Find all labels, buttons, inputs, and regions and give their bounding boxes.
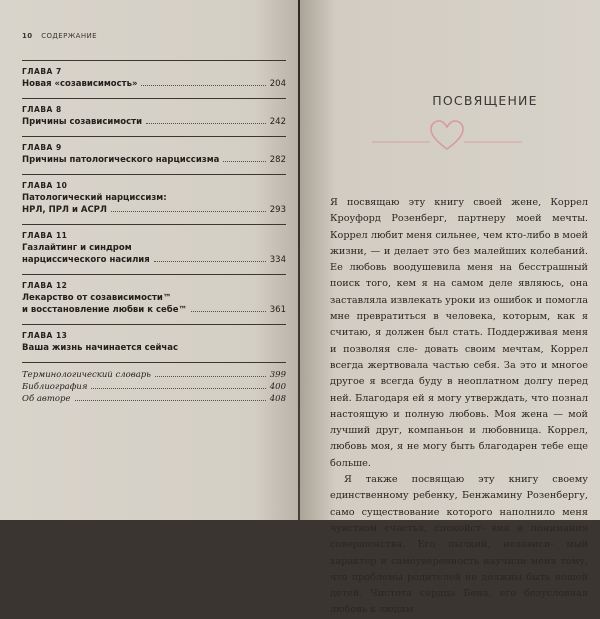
toc-chapter-9 <box>22 136 286 166</box>
chapter-title: Новая «созависимость» <box>22 79 138 89</box>
text-line: мый характер и самоуверенность научили меня тому, <box>330 539 588 567</box>
table-of-contents <box>22 60 286 405</box>
text-line: моя, я не могу быть благодарен тебе еще больше. <box>330 441 588 469</box>
text-line: сильнее, чем кто-либо в моей жизни, — и делает это без <box>330 229 588 257</box>
chapter-label: ГЛАВА 8 <box>22 105 62 114</box>
toc-chapter-12 <box>22 274 286 316</box>
dot-leader <box>146 116 266 124</box>
text-line: малейших колебаний. Ее любовь воодушевила меня на <box>330 245 588 274</box>
text-line: которого наполнило меня чувством счастья, спокойст- <box>330 506 588 534</box>
heart-ornament <box>372 116 522 152</box>
page-number: 10 <box>22 32 33 40</box>
dot-leader <box>91 381 265 389</box>
running-header <box>22 32 97 40</box>
running-header-title: СОДЕРЖАНИЕ <box>41 32 97 40</box>
text-line: познал настоящую и полную любовь. Моя жена — мой <box>330 392 588 420</box>
dot-leader <box>191 304 266 312</box>
back-matter-title: Библиография <box>22 382 88 392</box>
paragraph-1 <box>330 195 588 472</box>
left-page <box>0 0 298 520</box>
text-line: мне превратиться в человека, которым, как я считаю, <box>330 311 588 339</box>
chapter-label: ГЛАВА 11 <box>22 231 68 240</box>
chapter-label: ГЛАВА 13 <box>22 331 68 340</box>
back-matter-page: 400 <box>269 382 286 392</box>
paragraph-2 <box>330 472 588 619</box>
chapter-title: Лекарство от созависимости™ <box>22 293 172 303</box>
text-line: Розенберг, партнеру моей мечты. Коррел любит меня <box>330 213 588 241</box>
dedication-text <box>330 195 588 619</box>
chapter-page: 242 <box>269 117 286 127</box>
dot-leader <box>155 369 266 377</box>
dot-leader <box>111 204 266 212</box>
chapter-page: 282 <box>269 155 286 165</box>
toc-chapter-13 <box>22 324 286 354</box>
chapter-page: 334 <box>269 255 286 265</box>
chapter-title: и восстановление любви к себе™ <box>22 305 187 315</box>
toc-chapter-8 <box>22 98 286 128</box>
chapter-title: Газлайтинг и синдром <box>22 243 132 253</box>
chapter-label: ГЛАВА 7 <box>22 67 62 76</box>
toc-chapter-11 <box>22 224 286 266</box>
chapter-label: ГЛАВА 10 <box>22 181 68 190</box>
chapter-title: Причины патологического нарциссизма <box>22 155 220 165</box>
page-title: ПОСВЯЩЕНИЕ <box>432 93 538 108</box>
text-line: Чистота сердца Бена, его безусловная любовь к людям <box>330 588 588 616</box>
back-matter-title: Об авторе <box>22 394 71 404</box>
toc-chapter-10 <box>22 174 286 216</box>
dot-leader <box>154 254 266 262</box>
right-page <box>300 0 600 616</box>
toc-back-matter <box>22 362 286 405</box>
chapter-title: Патологический нарциссизм: <box>22 193 167 203</box>
text-line: себя. За это и многое другое я всегда буду в неоплатном <box>330 359 588 388</box>
chapter-page: 204 <box>269 79 286 89</box>
back-matter-page: 408 <box>269 394 286 404</box>
text-line: лучший друг, компаньон и любовница. Коррел, любовь <box>330 425 588 453</box>
text-line: вия и понимания совершенства. Его пылкий, независи- <box>330 522 588 551</box>
dot-leader <box>223 154 265 162</box>
chapter-label: ГЛАВА 12 <box>22 281 68 290</box>
chapter-title: НРЛ, ПРЛ и АСРЛ <box>22 205 107 215</box>
chapter-title: Причины созависимости <box>22 117 143 127</box>
text-line: ребенку, Бенжамину Розенбергу, само существование <box>330 490 588 518</box>
text-line: долгу перед ней. Благодаря ей я могу утверждать, что <box>330 376 588 404</box>
chapter-title: Ваша жизнь начинается сейчас <box>22 343 179 353</box>
back-matter-title: Терминологический словарь <box>22 370 151 380</box>
chapter-label: ГЛАВА 9 <box>22 143 62 152</box>
text-line: Я также посвящаю эту книгу своему единственному <box>330 474 588 502</box>
dot-leader <box>75 393 266 401</box>
text-line: Я посвящаю эту книгу своей жене, Коррел Кроуфорд <box>330 197 588 225</box>
chapter-page: 361 <box>269 305 286 315</box>
chapter-page: 293 <box>269 205 286 215</box>
dot-leader <box>141 78 265 86</box>
back-matter-page: 399 <box>269 370 286 380</box>
chapter-title: нарциссического насилия <box>22 255 150 265</box>
toc-chapter-7 <box>22 60 286 90</box>
heart-icon <box>431 121 463 149</box>
text-line: она заставляла извлекать уроки из ошибок и помогла <box>330 278 588 306</box>
text-line: что проблемы родителей не должны быть ношей детей. <box>330 571 588 600</box>
text-line: я должен был стать. Поддерживая меня и позволяя сле- <box>330 327 588 355</box>
text-line: довать своим мечтам, Коррел всегда жертвовала частью <box>330 343 588 371</box>
text-line: бесстрашный поиск того, кем я на самом деле являюсь, <box>330 262 588 290</box>
